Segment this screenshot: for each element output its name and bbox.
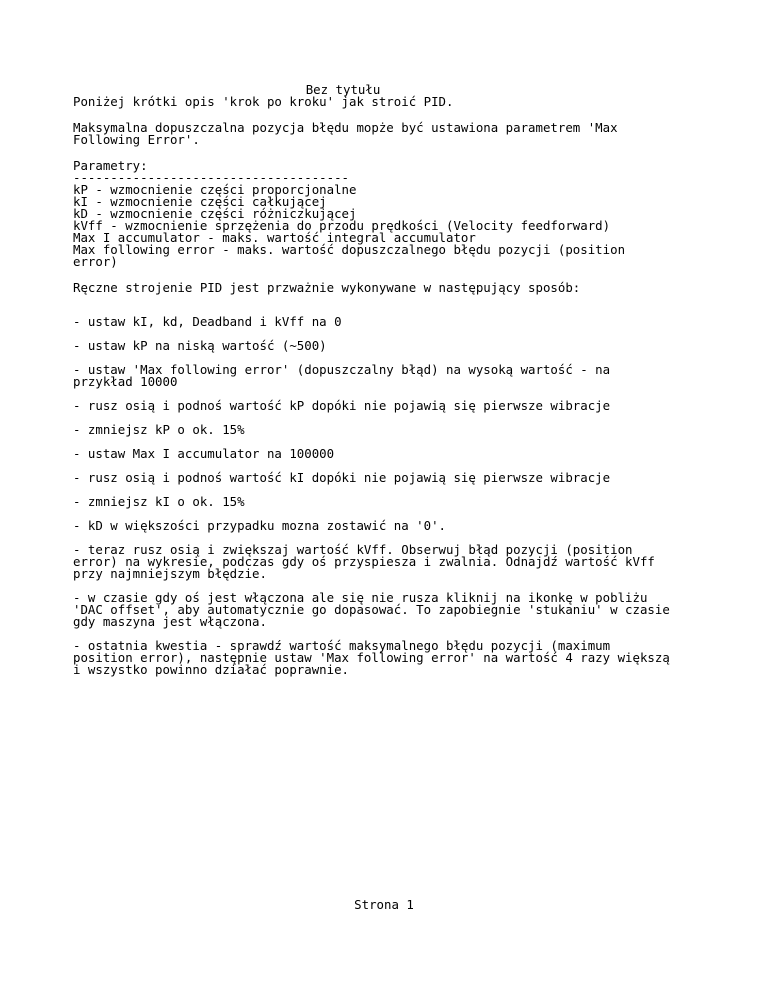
params-heading: Parametry: — [73, 158, 148, 173]
document-title: Bez tytułu — [305, 82, 381, 97]
step-item: - zmniejsz kI o ok. 15% — [73, 494, 245, 509]
step-item: - rusz osią i podnoś wartość kI dopóki nie pojawią się pierwsze wibracje — [73, 470, 611, 485]
param-kp: kP - wzmocnienie części proporcjonalne — [73, 182, 357, 197]
step-item: - rusz osią i podnoś wartość kP dopóki nie pojawią się pierwsze wibracje — [73, 398, 611, 413]
step-item: - w czasie gdy oś jest włączona ale się nie rusza kliknij na ikonkę w pobliżu 'DAC offset', aby automatycznie go dopasować. To zapobiegnie 'stukaniu' w czasie gdy maszyna jest włączona. — [73, 590, 670, 629]
step-item: - kD w większości przypadku mozna zostawić na '0'. — [73, 518, 446, 533]
param-max-following-error: Max following error - maks. wartość dopuszczalnego błędu pozycji (position error) — [73, 242, 626, 269]
max-error-note: Maksymalna dopuszczalna pozycja błędu mopże być ustawiona parametrem 'Max Following Error'. — [73, 120, 618, 147]
procedure-intro: Ręczne strojenie PID jest przważnie wykonywane w następujący sposób: — [73, 280, 581, 295]
step-item: - ustaw Max I accumulator na 100000 — [73, 446, 335, 461]
step-item: - zmniejsz kP o ok. 15% — [73, 422, 245, 437]
param-max-i-accumulator: Max I accumulator - maks. wartość integral accumulator — [73, 230, 476, 245]
param-kvff: kVff - wzmocnienie sprzężenia do przodu prędkości (Velocity feedforward) — [73, 218, 611, 233]
step-item: - ustaw kP na niską wartość (~500) — [73, 338, 327, 353]
step-item: - ustaw 'Max following error' (dopuszczalny błąd) na wysoką wartość - na przykład 10000 — [73, 362, 611, 389]
intro-text: Poniżej krótki opis 'krok po kroku' jak stroić PID. — [73, 94, 454, 109]
param-kd: kD - wzmocnienie części różniczkującej — [73, 206, 357, 221]
step-item: - ustaw kI, kd, Deadband i kVff na 0 — [73, 314, 342, 329]
param-ki: kI - wzmocnienie części całkującej — [73, 194, 327, 209]
document-page — [73, 84, 733, 676]
page-footer: Strona 1 — [354, 897, 414, 912]
params-rule: ------------------------------------- — [73, 170, 350, 185]
step-item: - ostatnia kwestia - sprawdź wartość maksymalnego błędu pozycji (maximum position error), następnie ustaw 'Max following error' na wartość 4 razy większą i wszystko powinno działać poprawnie. — [73, 638, 670, 677]
step-item: - teraz rusz osią i zwiększaj wartość kVff. Obserwuj błąd pozycji (position error) na wykresie, podczas gdy oś przyspiesza i zwalnia. Odnajdź wartość kVff przy najmniejszym błędzie. — [73, 542, 655, 581]
